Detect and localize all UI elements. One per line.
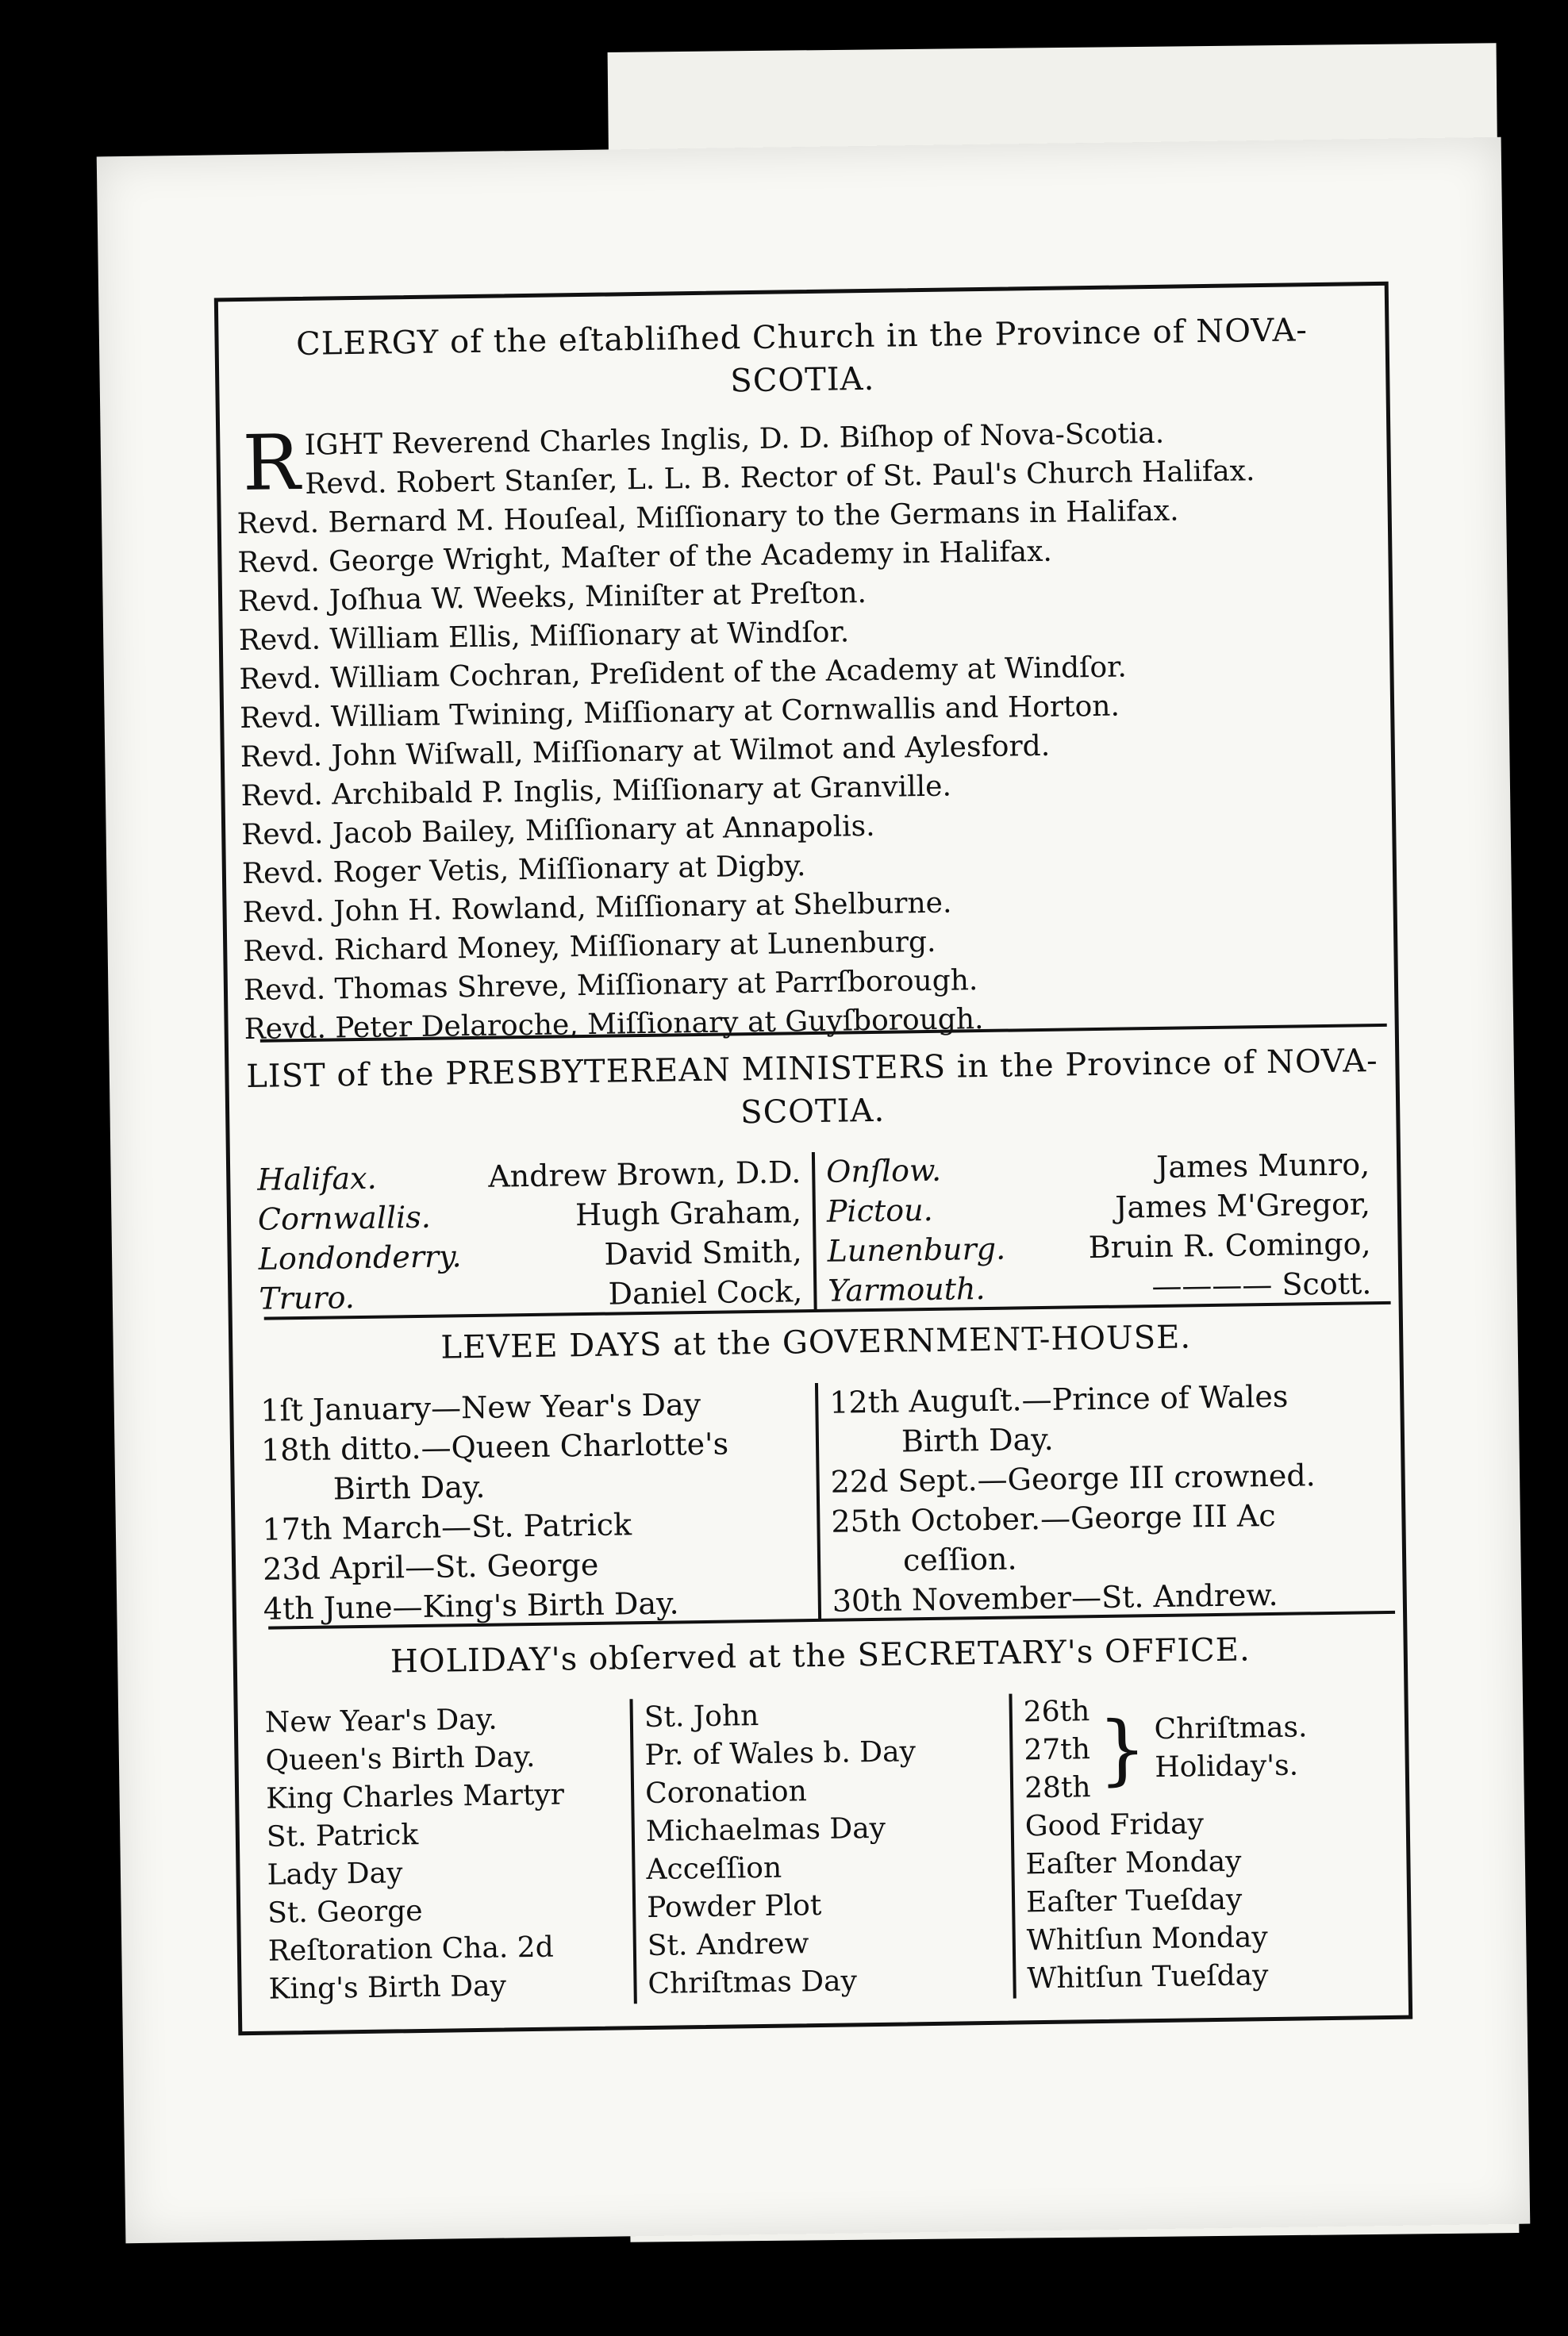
minister-name: James Munro, xyxy=(1155,1147,1370,1185)
levee-entry: 1ſt January—New Year's Day xyxy=(260,1387,701,1428)
holiday-entry: King Charles Martyr xyxy=(265,1778,565,1815)
holiday-entry: Queen's Birth Day. xyxy=(265,1740,536,1777)
place: Yarmouth. xyxy=(828,1270,986,1308)
holiday-entry: Powder Plot xyxy=(646,1888,822,1925)
holiday-column-1 xyxy=(254,1699,634,2009)
minister-name: ———— Scott. xyxy=(1151,1266,1372,1304)
holiday-label: Holiday's. xyxy=(1155,1749,1299,1785)
levee-columns xyxy=(249,1375,1387,1629)
holiday-entry: St. John xyxy=(644,1700,759,1735)
clergy-entry: Revd. Roger Vetis, Miſſionary at Digby. xyxy=(241,850,806,891)
levee-entry: Birth Day. xyxy=(332,1469,486,1507)
clergy-entry: Revd. Jacob Bailey, Miſſionary at Annapolis. xyxy=(240,809,875,852)
place: Onſlow. xyxy=(825,1152,942,1189)
holiday-entry: Good Friday xyxy=(1024,1808,1205,1843)
christmas-labels xyxy=(1154,1708,1308,1787)
holiday-entry: New Year's Day. xyxy=(264,1703,498,1739)
levee-right-column xyxy=(815,1375,1387,1621)
presbyterian-section xyxy=(244,1039,1382,1319)
place: Pictou. xyxy=(826,1192,933,1229)
place: Londonderry. xyxy=(258,1239,462,1277)
holiday-entry: St. George xyxy=(267,1894,423,1930)
clergy-entry: Revd. Bernard M. Houſeal, Miſſionary to the Germans in Halifax. xyxy=(236,494,1179,541)
clergy-title: CLERGY of the eſtabliſhed Church in the Province of NOVA-SCOTIA. xyxy=(295,312,1309,400)
place: Truro. xyxy=(259,1280,355,1316)
clergy-section xyxy=(234,308,1379,1049)
clergy-entry: Revd. William Twining, Miſſionary at Cornwallis and Horton. xyxy=(239,690,1120,736)
levee-section xyxy=(248,1313,1387,1629)
place: Halifax. xyxy=(256,1160,377,1197)
minister-name: Bruin R. Comingo, xyxy=(1088,1226,1371,1266)
holiday-entry: Whitſun Monday xyxy=(1026,1921,1268,1958)
holiday-label: Chriſtmas. xyxy=(1154,1711,1308,1746)
clergy-entry: Revd. Richard Money, Miſſionary at Lunenburg. xyxy=(243,925,936,969)
levee-entry: 4th June—King's Birth Day. xyxy=(263,1585,679,1627)
minister-name: David Smith, xyxy=(604,1234,802,1272)
holiday-section xyxy=(252,1627,1392,2009)
holiday-column-3 xyxy=(1009,1689,1392,1999)
holiday-title: HOLIDAY's obſerved at the SECRETARY's OFFICE. xyxy=(390,1631,1251,1681)
minister-name: Hugh Graham, xyxy=(575,1194,802,1233)
clergy-entry: Revd. John H. Rowland, Miſſionary at Shelburne. xyxy=(242,886,952,930)
presbyterian-title: LIST of the PRESBYTEREAN MINISTERS in the Province of NOVA-SCOTIA. xyxy=(245,1043,1378,1132)
levee-entry: 22d Sept.—George III crowned. xyxy=(830,1458,1316,1500)
clergy-entry: Revd. John Wiſwall, Miſſionary at Wilmot and Aylesford. xyxy=(240,729,1051,774)
holiday-entry: Pr. of Wales b. Day xyxy=(644,1735,917,1773)
holiday-entry: St. Andrew xyxy=(647,1927,809,1963)
brace-icon: } xyxy=(1097,1704,1147,1795)
clergy-entry: Revd. Robert Stanſer, L. L. B. Rector of St. Paul's Church Halifax. xyxy=(305,455,1255,501)
holiday-entry: Coronation xyxy=(644,1775,808,1811)
holiday-entry: St. Patrick xyxy=(266,1819,419,1854)
christmas-group xyxy=(1023,1689,1378,1808)
holiday-entry: Acceſſion xyxy=(646,1851,782,1887)
levee-title: LEVEE DAYS at the GOVERNMENT-HOUSE. xyxy=(440,1319,1192,1366)
levee-entry: ceſſion. xyxy=(902,1541,1017,1578)
christmas-days xyxy=(1023,1692,1090,1808)
holiday-day: 27th xyxy=(1024,1733,1091,1767)
place: Lunenburg. xyxy=(827,1231,1006,1269)
holiday-entry: Eaſter Tueſday xyxy=(1025,1883,1243,1919)
minister-name: James M'Gregor, xyxy=(1114,1186,1371,1225)
clergy-entry: Revd. George Wright, Maſter of the Academy in Halifax. xyxy=(237,535,1053,580)
holiday-entry: Reſtoration Cha. 2d xyxy=(267,1931,554,1968)
clergy-entry: Revd. Archibald P. Inglis, Miſſionary at Granville. xyxy=(240,770,952,813)
levee-left-column xyxy=(249,1383,818,1629)
minister-name: Andrew Brown, D.D. xyxy=(487,1155,801,1194)
holiday-entry: Michaelmas Day xyxy=(645,1812,886,1849)
holiday-entry: Lady Day xyxy=(267,1857,403,1892)
levee-entry: Birth Day. xyxy=(901,1421,1054,1459)
holiday-day: 28th xyxy=(1024,1771,1091,1805)
clergy-entry: Revd. Thomas Shreve, Miſſionary at Parrſborough. xyxy=(243,964,978,1008)
minister-name: Daniel Cock, xyxy=(608,1274,803,1312)
levee-entry: 12th Auguſt.—Prince of Wales xyxy=(828,1378,1289,1420)
levee-entry: 17th March—St. Patrick xyxy=(262,1507,632,1547)
holiday-entry: King's Birth Day xyxy=(268,1969,507,2006)
presbyterian-columns xyxy=(246,1144,1383,1319)
levee-entry: 30th November—St. Andrew. xyxy=(832,1577,1278,1619)
document-frame xyxy=(214,282,1412,2035)
clergy-first-line: IGHT Reverend Charles Inglis, D. D. Biſhop of Nova-Scotia. xyxy=(304,417,1165,462)
clergy-entry: Revd. William Ellis, Miſſionary at Windſor. xyxy=(238,616,850,658)
clergy-entry: Revd. Peter Delaroche, Miſſionary at Guyſborough. xyxy=(244,1002,984,1046)
levee-entry: 23d April—St. George xyxy=(262,1546,599,1587)
place: Cornwallis. xyxy=(257,1199,432,1237)
holiday-entry: Chriſtmas Day xyxy=(648,1965,858,2001)
holiday-day: 26th xyxy=(1023,1695,1090,1729)
presbyterian-right-column xyxy=(812,1144,1383,1311)
clergy-entry: Revd. Joſhua W. Weeks, Miniſter at Preſton. xyxy=(237,576,867,619)
levee-entry: 25th October.—George III Ac xyxy=(831,1497,1276,1539)
holiday-columns xyxy=(254,1689,1393,2009)
dropcap: R xyxy=(241,417,301,508)
holiday-entry: Whitſun Tueſday xyxy=(1027,1959,1269,1996)
levee-entry: 18th ditto.—Queen Charlotte's xyxy=(260,1426,729,1468)
clergy-entry: Revd. William Cochran, Preſident of the Academy at Windſor. xyxy=(239,651,1128,697)
presbyterian-left-column xyxy=(246,1152,814,1319)
clergy-list xyxy=(236,411,1379,1049)
holiday-entry: Eaſter Monday xyxy=(1025,1845,1242,1881)
holiday-column-2 xyxy=(629,1694,1013,2004)
